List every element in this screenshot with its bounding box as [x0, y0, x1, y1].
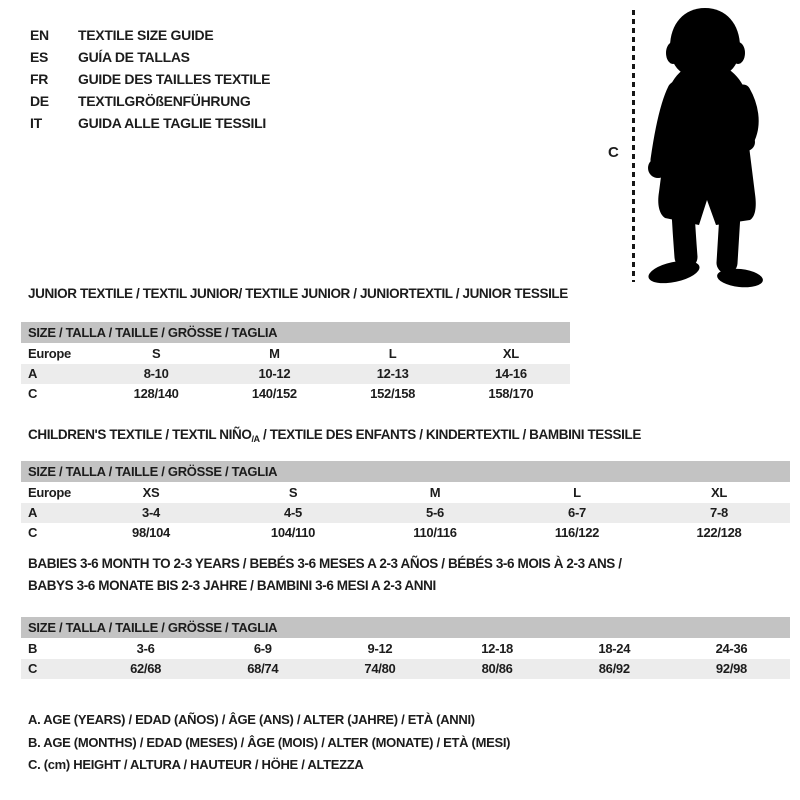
footnote-age-years: A. AGE (YEARS) / EDAD (AÑOS) / ÂGE (ANS) / ALTER (JAHRE) / ETÀ (ANNI) [28, 712, 475, 727]
size-header-label: SIZE / TALLA / TAILLE / GRÖSSE / TAGLIA [28, 620, 278, 635]
size-header-bar [21, 461, 790, 482]
size-cell: XS [142, 485, 160, 500]
toddler-silhouette-image [645, 4, 780, 294]
language-code: DE [30, 93, 49, 109]
size-cell: 9-12 [367, 641, 393, 656]
language-code: ES [30, 49, 49, 65]
table-row [21, 483, 790, 503]
guide-title: TEXTILGRÖßENFÜHRUNG [78, 93, 251, 109]
size-cell: 12-13 [376, 366, 409, 381]
language-row [30, 112, 270, 134]
size-cell: 68/74 [247, 661, 279, 676]
language-row [30, 24, 270, 46]
size-header-bar [21, 617, 790, 638]
row-label: Europe [28, 485, 71, 500]
guide-title: TEXTILE SIZE GUIDE [78, 27, 214, 43]
size-cell: 74/80 [364, 661, 396, 676]
children-title-sub: /A [251, 434, 260, 444]
size-cell: 14-16 [495, 366, 527, 381]
row-label: B [28, 641, 38, 656]
table-row [21, 384, 570, 404]
footnote-height-cm: C. (cm) HEIGHT / ALTURA / HAUTEUR / HÖHE / ALTEZZA [28, 757, 364, 772]
size-header-label: SIZE / TALLA / TAILLE / GRÖSSE / TAGLIA [28, 464, 278, 479]
size-cell: S [288, 485, 298, 500]
size-cell: 8-10 [143, 366, 169, 381]
language-code: IT [30, 115, 42, 131]
size-cell: 140/152 [251, 386, 297, 401]
row-label: Europe [28, 346, 71, 361]
table-row [21, 639, 790, 659]
size-cell: L [573, 485, 581, 500]
junior-section-title: JUNIOR TEXTILE / TEXTIL JUNIOR/ TEXTILE JUNIOR / JUNIORTEXTIL / JUNIOR TESSILE [28, 286, 568, 301]
row-label: C [28, 525, 38, 540]
table-row [21, 344, 570, 364]
guide-title: GUIDA ALLE TAGLIE TESSILI [78, 115, 266, 131]
table-row [21, 659, 790, 679]
table-row [21, 364, 570, 384]
row-label: C [28, 386, 38, 401]
language-title-list [30, 24, 270, 134]
height-measure-label: C [608, 144, 619, 161]
language-code: EN [30, 27, 49, 43]
size-cell: M [269, 346, 280, 361]
table-row [21, 523, 790, 543]
language-code: FR [30, 71, 49, 87]
babies-section-title-line2: BABYS 3-6 MONATE BIS 2-3 JAHRE / BAMBINI 3-6 MESI A 2-3 ANNI [28, 578, 436, 593]
size-cell: 62/68 [130, 661, 162, 676]
size-cell: 6-7 [568, 505, 586, 520]
children-section-title [28, 427, 641, 444]
size-cell: 7-8 [710, 505, 728, 520]
language-row [30, 68, 270, 90]
size-cell: 92/98 [715, 661, 747, 676]
language-row [30, 90, 270, 112]
size-cell: 98/104 [132, 525, 170, 540]
children-title-post: / TEXTILE DES ENFANTS / KINDERTEXTIL / BAMBINI TESSILE [259, 427, 641, 442]
junior-size-table [21, 322, 570, 404]
size-cell: 5-6 [426, 505, 444, 520]
language-row [30, 46, 270, 68]
size-cell: 6-9 [253, 641, 272, 656]
size-cell: 116/122 [554, 525, 600, 540]
babies-size-table [21, 617, 790, 679]
size-cell: 122/128 [696, 525, 742, 540]
size-cell: L [388, 346, 397, 361]
children-size-table [21, 461, 790, 543]
size-cell: 104/110 [270, 525, 316, 540]
table-row [21, 503, 790, 523]
size-cell: S [151, 346, 161, 361]
size-cell: 158/170 [488, 386, 534, 401]
dashed-measure-line [632, 10, 635, 282]
children-title-pre: CHILDREN'S TEXTILE / TEXTIL NIÑO [28, 427, 252, 442]
size-cell: M [429, 485, 441, 500]
size-cell: 4-5 [284, 505, 302, 520]
size-header-bar [21, 322, 570, 343]
size-cell: 10-12 [258, 366, 291, 381]
size-cell: XL [502, 346, 519, 361]
size-header-label: SIZE / TALLA / TAILLE / GRÖSSE / TAGLIA [28, 325, 278, 340]
footnote-age-months: B. AGE (MONTHS) / EDAD (MESES) / ÂGE (MOIS) / ALTER (MONATE) / ETÀ (MESI) [28, 734, 511, 750]
row-label: A [28, 366, 38, 381]
babies-section-title-line1: BABIES 3-6 MONTH TO 2-3 YEARS / BEBÉS 3-6 MESES A 2-3 AÑOS / BÉBÉS 3-6 MOIS À 2-3 ANS / [28, 556, 622, 571]
row-label: C [28, 661, 38, 676]
row-label: A [28, 505, 38, 520]
size-cell: 3-6 [136, 641, 155, 656]
size-cell: 3-4 [142, 505, 160, 520]
size-cell: 110/116 [413, 525, 457, 540]
size-cell: 12-18 [481, 641, 513, 656]
legend-footnotes [28, 709, 510, 777]
size-cell: 18-24 [598, 641, 631, 656]
size-cell: 128/140 [133, 386, 179, 401]
size-cell: 24-36 [715, 641, 748, 656]
size-cell: 80/86 [481, 661, 513, 676]
size-cell: 152/158 [370, 386, 416, 401]
guide-title: GUIDE DES TAILLES TEXTILE [78, 71, 271, 87]
size-cell: XL [710, 485, 727, 500]
guide-title: GUÍA DE TALLAS [78, 49, 190, 65]
size-cell: 86/92 [598, 661, 630, 676]
